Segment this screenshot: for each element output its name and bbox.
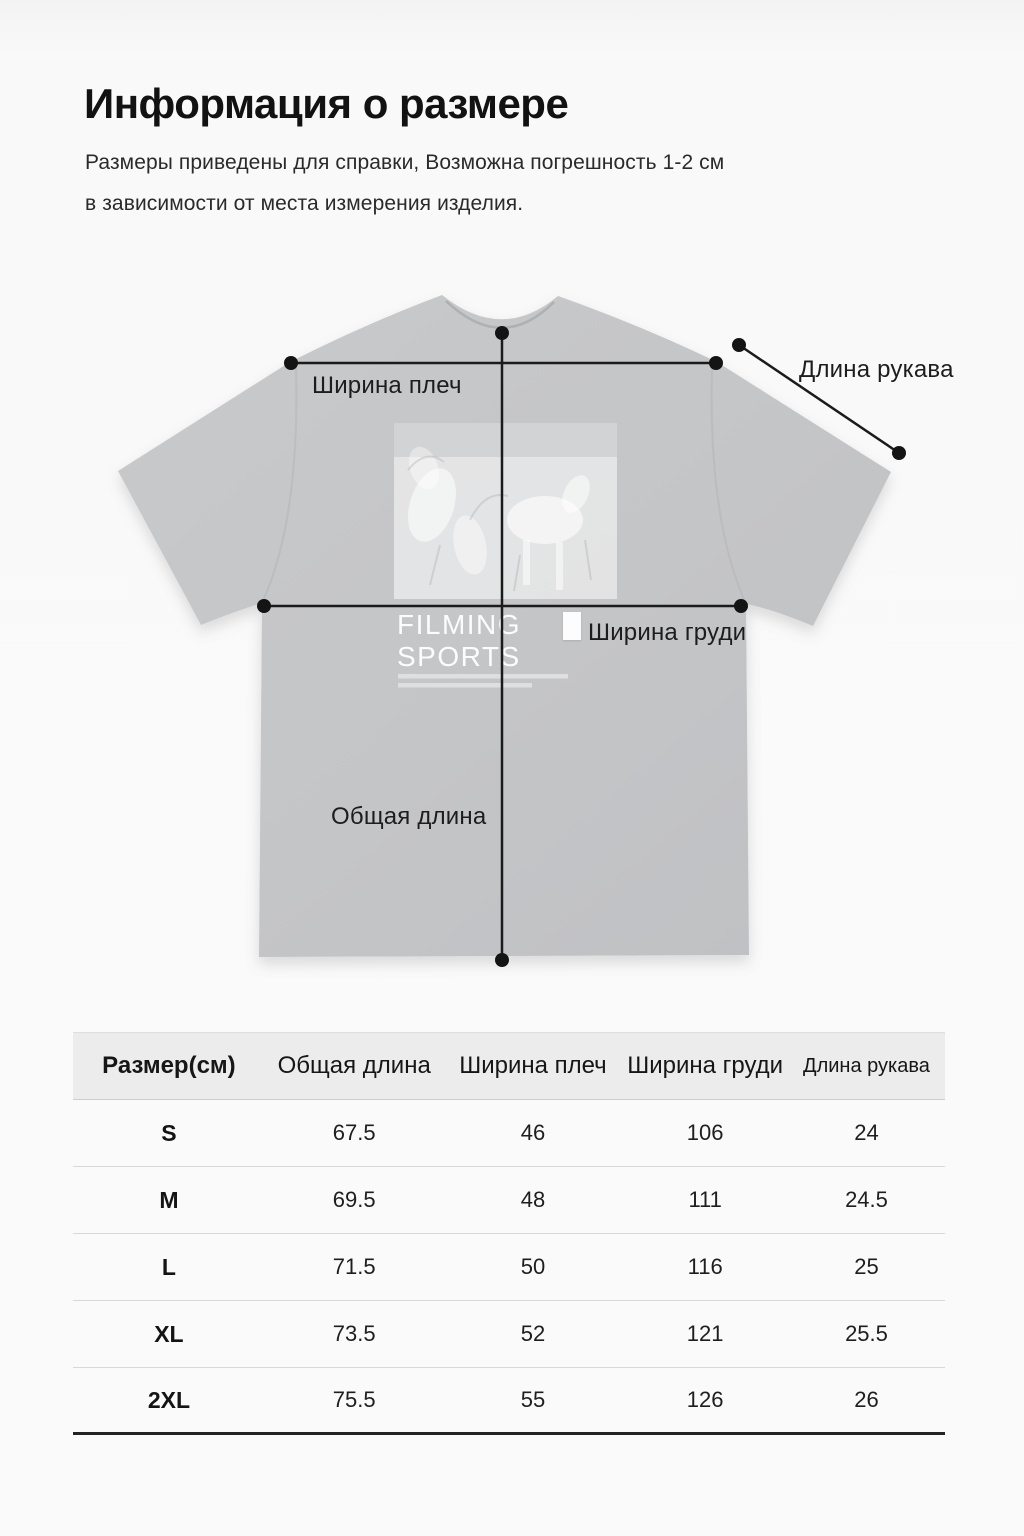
table-row	[73, 1167, 945, 1234]
cell-shoulder-width: 50	[520, 1254, 546, 1279]
subtitle-line-1: Размеры приведены для справки, Возможна погрешность 1-2 см	[85, 151, 725, 174]
cell-total-length: 73.5	[332, 1321, 376, 1346]
cell-size: S	[161, 1119, 177, 1146]
cell-shoulder-width: 52	[520, 1321, 546, 1346]
chest-label-swatch	[563, 612, 581, 640]
subtitle-line-2: в зависимости от места измерения изделия.	[85, 192, 524, 215]
cell-sleeve-length: 24	[854, 1120, 879, 1145]
shoulder-width-label: Ширина плеч	[312, 372, 462, 399]
cell-chest-width: 121	[686, 1321, 724, 1346]
cell-sleeve-length: 24.5	[845, 1187, 888, 1212]
table-row	[73, 1368, 945, 1435]
print-caption-line	[398, 674, 568, 679]
cell-shoulder-width: 48	[520, 1187, 546, 1212]
header-sleeve-length: Длина рукава	[803, 1054, 930, 1077]
total-length-label: Общая длина	[331, 803, 487, 830]
table-row	[73, 1100, 945, 1167]
cell-sleeve-length: 25	[854, 1254, 879, 1279]
cell-shoulder-width: 55	[520, 1387, 546, 1412]
cell-chest-width: 116	[687, 1254, 723, 1279]
cell-chest-width: 106	[686, 1120, 724, 1145]
header-chest-width: Ширина груди	[627, 1052, 784, 1079]
cell-size: XL	[154, 1320, 184, 1347]
table-row	[73, 1301, 945, 1368]
cell-total-length: 69.5	[332, 1187, 376, 1212]
header-size: Размер(см)	[102, 1052, 236, 1079]
table-row	[73, 1234, 945, 1301]
sleeve-length-label: Длина рукава	[799, 356, 954, 383]
cell-sleeve-length: 26	[854, 1387, 879, 1412]
print-text-line2: SPORTS	[397, 641, 521, 672]
print-caption-line	[398, 683, 532, 688]
cell-size: M	[159, 1186, 179, 1213]
cell-shoulder-width: 46	[520, 1120, 546, 1145]
cell-total-length: 67.5	[332, 1120, 376, 1145]
cell-total-length: 75.5	[332, 1387, 376, 1412]
header-total-length: Общая длина	[277, 1052, 431, 1079]
cell-total-length: 71.5	[332, 1254, 376, 1279]
cell-sleeve-length: 25.5	[845, 1321, 888, 1346]
print-text-line1: FILMING	[397, 609, 522, 640]
cell-size: 2XL	[147, 1386, 190, 1413]
chest-width-label: Ширина груди	[588, 619, 747, 646]
size-table	[73, 1032, 945, 1435]
header-shoulder-width: Ширина плеч	[459, 1052, 607, 1079]
cell-size: L	[161, 1253, 176, 1280]
page-title: Информация о размере	[84, 80, 569, 127]
cell-chest-width: 111	[688, 1187, 722, 1212]
cell-chest-width: 126	[686, 1387, 724, 1412]
size-table-header-row	[73, 1032, 945, 1100]
